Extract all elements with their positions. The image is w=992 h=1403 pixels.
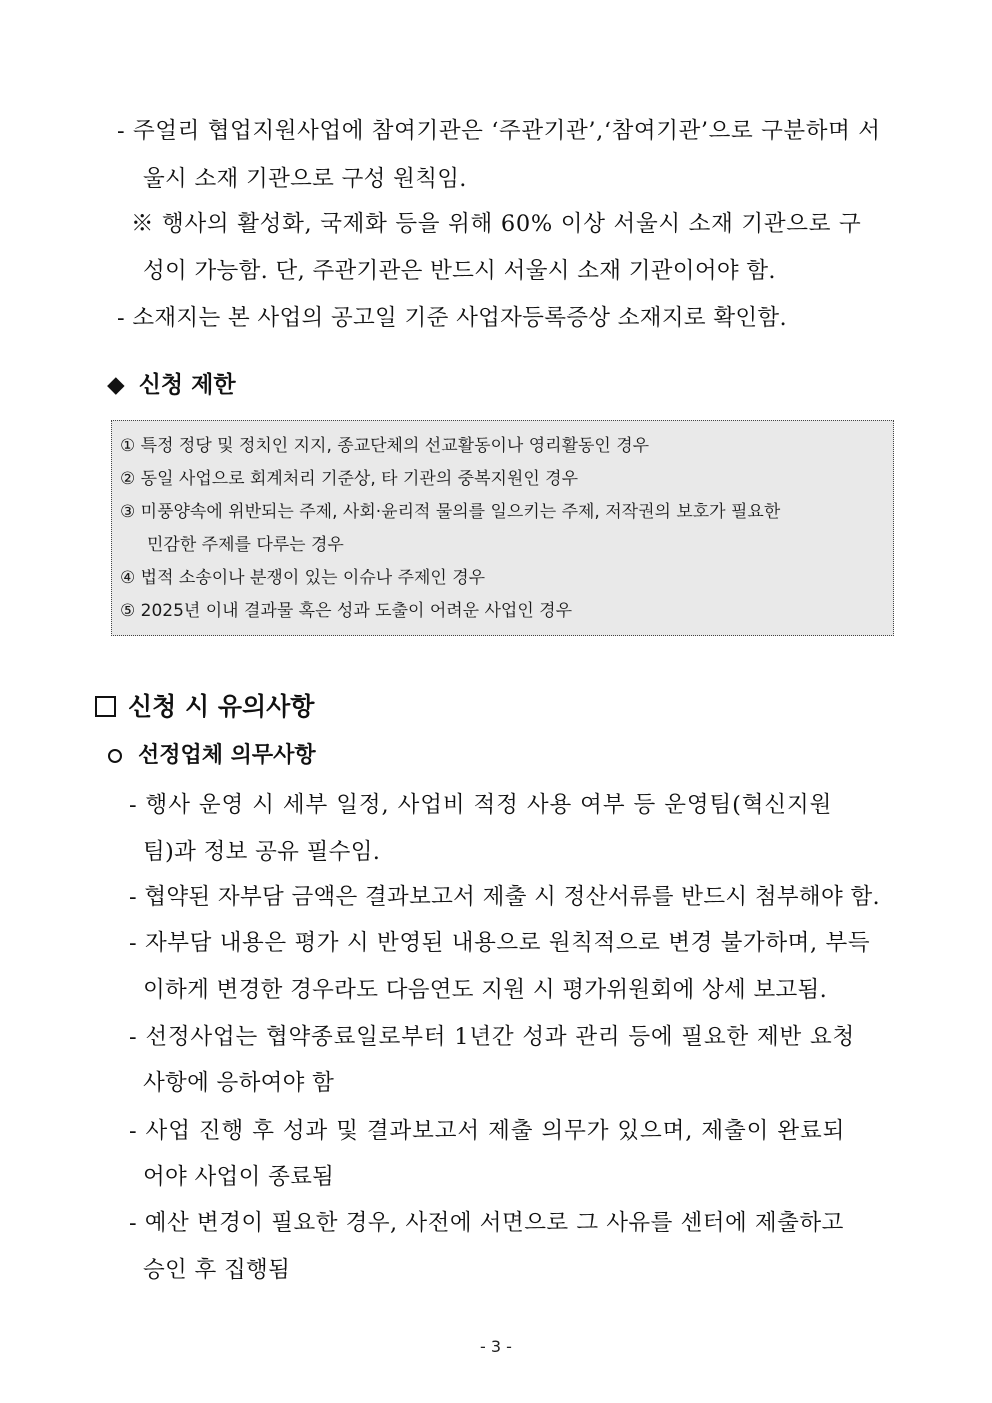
note-internationalization: ※ 행사의 활성화, 국제화 등을 위해 60% 이상 서울시 소재 기관으로 구 xyxy=(131,211,862,237)
sub-title-text: 선정업체 의무사항 xyxy=(138,743,316,768)
restriction-item-3: ③ 미풍양속에 위반되는 주제, 사회·윤리적 물의를 일으키는 주제, 저작권의 보호가 필요한 xyxy=(120,502,781,522)
obligation-line-6-cont: 승인 후 집행됨 xyxy=(143,1257,291,1283)
obligation-line-1-cont: 팀)과 정보 공유 필수임. xyxy=(143,839,381,865)
obligation-line-4: - 선정사업는 협약종료일로부터 1년간 성과 관리 등에 필요한 제반 요청 xyxy=(129,1024,856,1050)
restriction-item-2: ② 동일 사업으로 회계처리 기준상, 타 기관의 중복지원인 경우 xyxy=(120,469,579,489)
restriction-heading xyxy=(107,374,236,397)
checkbox-square-icon xyxy=(95,696,116,717)
note-internationalization-cont: 성이 가능함. 단, 주관기관은 반드시 서울시 소재 기관이어야 함. xyxy=(143,258,776,284)
obligation-line-3-cont: 이하게 변경한 경우라도 다음연도 지원 시 평가위원회에 상세 보고됨. xyxy=(143,977,828,1003)
restriction-item-1: ① 특정 정당 및 정치인 지지, 종교단체의 선교활동이나 영리활동인 경우 xyxy=(120,436,650,456)
section-title-text: 신청 시 유의사항 xyxy=(128,692,315,721)
circle-bullet-icon xyxy=(108,749,122,763)
bullet-participating-institutions: - 주얼리 협업지원사업에 참여기관은 ‘주관기관’,‘참여기관’으로 구분하며 서 xyxy=(117,118,881,144)
sub-title xyxy=(108,745,316,767)
restriction-item-3-cont: 민감한 주제를 다루는 경우 xyxy=(147,535,344,555)
obligation-line-5: - 사업 진행 후 성과 및 결과보고서 제출 의무가 있으며, 제출이 완료되 xyxy=(129,1118,846,1144)
obligation-line-3: - 자부담 내용은 평가 시 반영된 내용으로 원칙적으로 변경 불가하며, 부득 xyxy=(129,930,871,956)
diamond-icon: ◆ xyxy=(107,372,125,398)
bullet-participating-institutions-cont: 울시 소재 기관으로 구성 원칙임. xyxy=(143,166,467,192)
obligation-line-2: - 협약된 자부담 금액은 결과보고서 제출 시 정산서류를 반드시 첨부해야 함. xyxy=(129,884,880,910)
restriction-title: 신청 제한 xyxy=(138,372,236,398)
page-number: - 3 - xyxy=(480,1337,512,1356)
restriction-box xyxy=(111,420,894,636)
bullet-location-verification: - 소재지는 본 사업의 공고일 기준 사업자등록증상 소재지로 확인함. xyxy=(117,305,787,331)
section-title xyxy=(95,694,314,719)
restriction-item-4: ④ 법적 소송이나 분쟁이 있는 이슈나 주제인 경우 xyxy=(120,568,486,588)
obligation-line-5-cont: 어야 사업이 종료됨 xyxy=(143,1164,335,1190)
obligation-line-6: - 예산 변경이 필요한 경우, 사전에 서면으로 그 사유를 센터에 제출하고 xyxy=(129,1210,844,1236)
restriction-item-5: ⑤ 2025년 이내 결과물 혹은 성과 도출이 어려운 사업인 경우 xyxy=(120,601,572,621)
obligation-line-1: - 행사 운영 시 세부 일정, 사업비 적정 사용 여부 등 운영팀(혁신지원 xyxy=(129,792,833,818)
obligation-line-4-cont: 사항에 응하여야 함 xyxy=(143,1070,335,1096)
